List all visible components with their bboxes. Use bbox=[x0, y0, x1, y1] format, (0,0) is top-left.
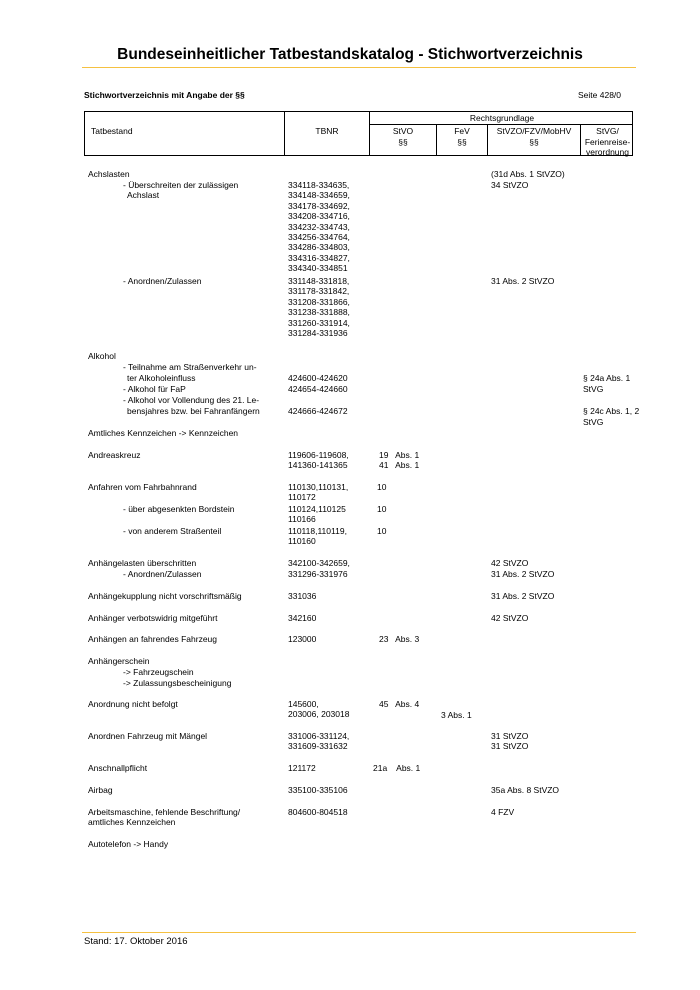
table-header bbox=[84, 111, 633, 156]
stvzo-cell: 35a Abs. 8 StVZO bbox=[491, 785, 560, 795]
entry-alkohol: Alkohol bbox=[88, 351, 116, 361]
header-stvo-label: StVO bbox=[392, 126, 414, 136]
stvzo-cell: 31 Abs. 2 StVZO bbox=[491, 591, 555, 601]
tbnr-cell: 331148-331818, 331178-331842, 331208-331866, 331238-331888, 331260-331914, 331284-331936 bbox=[288, 276, 350, 339]
tbnr-cell: 424654-424660 bbox=[288, 384, 348, 394]
entry-anfahren: Anfahren vom Fahrbahnrand bbox=[88, 482, 197, 492]
header-tatbestand: Tatbestand bbox=[91, 126, 133, 136]
tbnr-cell: 121172 bbox=[288, 763, 316, 773]
tbnr-cell: 110124,110125 110166 bbox=[288, 504, 346, 525]
stvg-cell: § 24a Abs. 1 bbox=[583, 373, 631, 383]
tbnr-cell: 331006-331124, 331609-331632 bbox=[288, 731, 350, 752]
tbnr-cell: 424600-424620 bbox=[288, 373, 348, 383]
entry-verbotswidrig: Anhänger verbotswidrig mitgeführt bbox=[88, 613, 218, 623]
header-stvg-label: Ferienreise- bbox=[584, 136, 631, 147]
tbnr-cell: 145600, 203006, 203018 bbox=[288, 699, 350, 720]
stvzo-cell: 31 Abs. 2 StVZO bbox=[491, 276, 555, 286]
header-stvzo-label: StVZO/FZV/MobHV bbox=[496, 126, 572, 136]
header-stvzo-paragraph: §§ bbox=[529, 136, 539, 147]
subentry-fap: - Alkohol für FaP bbox=[123, 384, 186, 394]
stvo-cell: 23 Abs. 3 bbox=[379, 634, 420, 644]
header-stvg-label: verordnung bbox=[585, 147, 629, 157]
stvzo-cell: 42 StVZO bbox=[491, 613, 529, 623]
entry-maengel: Anordnen Fahrzeug mit Mängel bbox=[88, 731, 208, 741]
stvo-cell: 45 Abs. 4 bbox=[379, 699, 420, 709]
tbnr-cell: 110118,110119, 110160 bbox=[288, 526, 347, 547]
subentry-anordnen: - Anordnen/Zulassen bbox=[123, 276, 202, 286]
header-tbnr: TBNR bbox=[315, 126, 339, 136]
stvzo-cell: 34 StVZO bbox=[491, 180, 529, 190]
stvzo-cell: 42 StVZO bbox=[491, 558, 529, 568]
subentry-bordstein: - über abgesenkten Bordstein bbox=[123, 504, 235, 514]
entry-autotelefon: Autotelefon -> Handy bbox=[88, 839, 169, 849]
subentry-vor-vollendung: - Alkohol vor Vollendung des 21. Le- bbox=[123, 395, 260, 405]
tbnr-cell: 334118-334635, 334148-334659, 334178-334692, 334208-334716, 334232-334743, 334256-334764, 334286-334803, 334316-334827, 334340-334851 bbox=[288, 180, 350, 274]
stvo-cell: 10 bbox=[377, 504, 387, 514]
entry-arbeitsmaschine: Arbeitsmaschine, fehlende Beschriftung/ amtliches Kennzeichen bbox=[88, 807, 241, 828]
header-fev-paragraph: §§ bbox=[457, 136, 467, 147]
crossref-fahrzeugschein: -> Fahrzeugschein bbox=[123, 667, 194, 677]
document-title: Bundeseinheitlicher Tatbestandskatalog - Stichwortverzeichnis bbox=[117, 46, 583, 63]
tbnr-cell: 331036 bbox=[288, 591, 317, 601]
stvzo-cell: (31d Abs. 1 StVZO) bbox=[491, 169, 565, 179]
subentry-teilnahme: - Teilnahme am Straßenverkehr un- bbox=[123, 362, 257, 372]
stvzo-cell: 31 StVZO 31 StVZO bbox=[491, 731, 529, 752]
entry-anordnung: Anordnung nicht befolgt bbox=[88, 699, 178, 709]
tbnr-cell: 424666-424672 bbox=[288, 406, 348, 416]
entry-kupplung: Anhängekupplung nicht vorschriftsmäßig bbox=[88, 591, 242, 601]
header-divider bbox=[82, 67, 636, 68]
tbnr-cell: 331296-331976 bbox=[288, 569, 348, 579]
subentry-vor-vollendung-cont: bensjahres bzw. bei Fahranfängern bbox=[127, 406, 260, 416]
entry-kennzeichen: Amtliches Kennzeichen -> Kennzeichen bbox=[88, 428, 239, 438]
header-stvg-label: StVG/ bbox=[596, 126, 619, 136]
entry-achslasten: Achslasten bbox=[88, 169, 130, 179]
footer-divider bbox=[82, 932, 636, 933]
subentry-ueberschreiten: - Überschreiten der zulässigen bbox=[123, 180, 239, 190]
entry-airbag: Airbag bbox=[88, 785, 113, 795]
header-stvo bbox=[370, 126, 436, 147]
stvo-cell: 21a Abs. 1 bbox=[373, 763, 421, 773]
fev-cell: 3 Abs. 1 bbox=[441, 710, 472, 720]
entry-anhaengen: Anhängen an fahrendes Fahrzeug bbox=[88, 634, 218, 644]
footer-stand: Stand: 17. Oktober 2016 bbox=[84, 936, 188, 947]
header-rechtsgrundlage: Rechtsgrundlage bbox=[469, 113, 535, 123]
tbnr-cell: 342100-342659, bbox=[288, 558, 350, 568]
stvg-cell: StVG bbox=[583, 384, 604, 394]
subentry-anordnen: - Anordnen/Zulassen bbox=[123, 569, 202, 579]
stvo-cell: 19 Abs. 1 41 Abs. 1 bbox=[379, 450, 420, 471]
tbnr-cell: 119606-119608, 141360-141365 bbox=[288, 450, 349, 471]
header-fev-label: FeV bbox=[454, 126, 470, 136]
entry-andreaskreuz: Andreaskreuz bbox=[88, 450, 141, 460]
tbnr-cell: 110130,110131, 110172 bbox=[288, 482, 349, 503]
stvzo-cell: 31 Abs. 2 StVZO bbox=[491, 569, 555, 579]
stvg-cell: StVG bbox=[583, 417, 604, 427]
header-stvo-paragraph: §§ bbox=[398, 136, 408, 147]
header-stvzo bbox=[488, 126, 580, 147]
stvzo-cell: 4 FZV bbox=[491, 807, 515, 817]
header-fev bbox=[437, 126, 487, 147]
header-stvg bbox=[581, 126, 634, 158]
stvo-cell: 10 bbox=[377, 482, 387, 492]
crossref-zulassungsbescheinigung: -> Zulassungsbescheinigung bbox=[123, 678, 232, 688]
page-number: Seite 428/0 bbox=[578, 90, 622, 100]
subentry-strassenteil: - von anderem Straßenteil bbox=[123, 526, 222, 536]
tbnr-cell: 804600-804518 bbox=[288, 807, 348, 817]
subentry-teilnahme-cont: ter Alkoholeinfluss bbox=[127, 373, 196, 383]
stvo-cell: 10 bbox=[377, 526, 387, 536]
entry-anhaengelasten: Anhängelasten überschritten bbox=[88, 558, 197, 568]
stvg-cell: § 24c Abs. 1, 2 bbox=[583, 406, 640, 416]
rechtsgrundlage-divider bbox=[369, 124, 632, 125]
tbnr-cell: 335100-335106 bbox=[288, 785, 348, 795]
section-subtitle: Stichwortverzeichnis mit Angabe der §§ bbox=[84, 90, 245, 100]
subentry-ueberschreiten-cont: Achslast bbox=[127, 190, 160, 200]
tbnr-cell: 342160 bbox=[288, 613, 317, 623]
entry-anhaengerschein: Anhängerschein bbox=[88, 656, 150, 666]
tbnr-cell: 123000 bbox=[288, 634, 317, 644]
entry-anschnallpflicht: Anschnallpflicht bbox=[88, 763, 148, 773]
